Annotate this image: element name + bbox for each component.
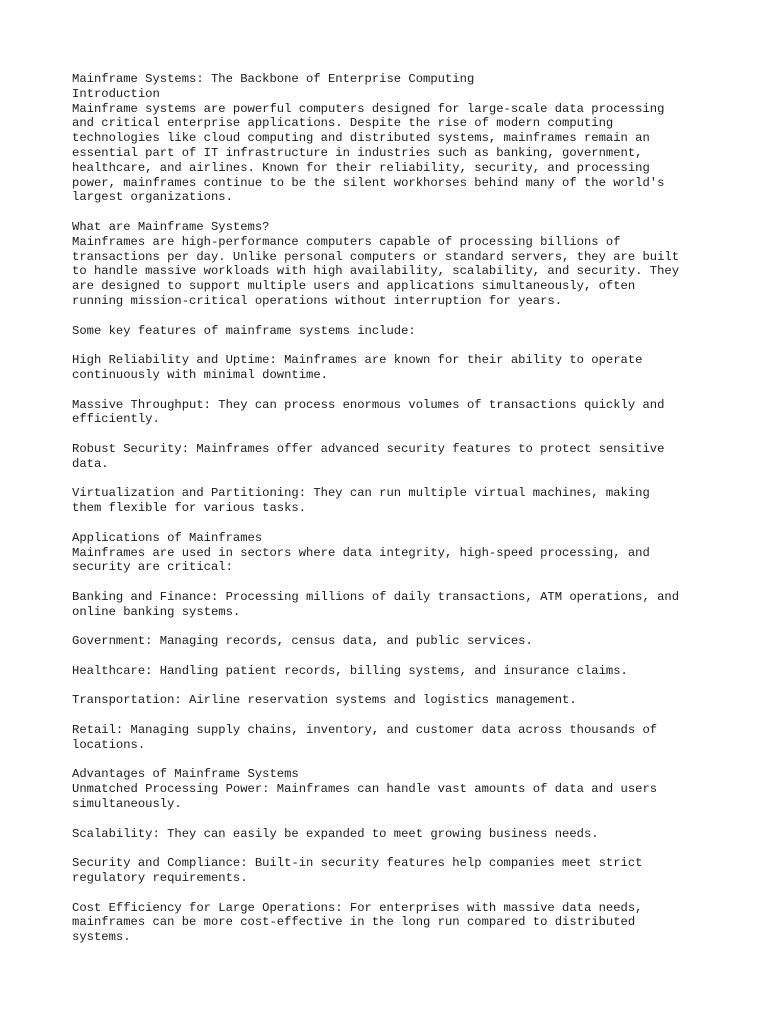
application-item — [72, 723, 712, 753]
application-item — [72, 693, 712, 708]
document-page — [72, 72, 712, 960]
application-line: online banking systems. — [72, 604, 241, 619]
feature-line: continuously with minimal downtime. — [72, 367, 328, 382]
feature-line: them flexible for various tasks. — [72, 501, 307, 516]
feature-line: efficiently. — [72, 412, 160, 427]
advantage-line: simultaneously. — [72, 797, 182, 812]
intro-line: largest organizations. — [72, 190, 233, 205]
features-intro-text: Some key features of mainframe systems include: — [72, 323, 416, 338]
intro-line: essential part of IT infrastructure in industries such as banking, government, — [72, 145, 643, 160]
intro-section — [72, 72, 712, 205]
advantage-line: mainframes can be more cost-effective in the long run compared to distributed — [72, 915, 636, 930]
intro-line: power, mainframes continue to be the silent workhorses behind many of the world's — [72, 175, 665, 190]
advantage-item — [72, 827, 712, 842]
document-title: Mainframe Systems: The Backbone of Enterprise Computing — [72, 72, 475, 86]
application-item — [72, 590, 712, 620]
advantage-item — [72, 901, 712, 945]
application-line: Transportation: Airline reservation systems and logistics management. — [72, 693, 577, 708]
application-line: Government: Managing records, census data, and public services. — [72, 634, 533, 649]
features-intro — [72, 324, 712, 339]
advantages-section — [72, 767, 712, 811]
feature-item — [72, 486, 712, 516]
feature-item — [72, 398, 712, 428]
advantage-line: Security and Compliance: Built-in security features help companies meet strict — [72, 856, 643, 871]
feature-line: Robust Security: Mainframes offer advanced security features to protect sensitive — [72, 441, 665, 456]
what-heading: What are Mainframe Systems? — [72, 219, 270, 234]
applications-line: Mainframes are used in sectors where data integrity, high-speed processing, and — [72, 545, 650, 560]
what-line: Mainframes are high-performance computers capable of processing billions of — [72, 234, 621, 249]
feature-item — [72, 353, 712, 383]
application-item — [72, 634, 712, 649]
feature-item — [72, 442, 712, 472]
what-line: transactions per day. Unlike personal computers or standard servers, they are built — [72, 249, 680, 264]
intro-line: healthcare, and airlines. Known for their reliability, security, and processing — [72, 160, 650, 175]
what-line: are designed to support multiple users and applications simultaneously, often — [72, 279, 636, 294]
advantage-line: regulatory requirements. — [72, 871, 248, 886]
application-line: Retail: Managing supply chains, inventory, and customer data across thousands of — [72, 723, 658, 738]
what-section — [72, 220, 712, 309]
application-line: locations. — [72, 737, 146, 752]
advantages-heading: Advantages of Mainframe Systems — [72, 767, 299, 782]
applications-line: security are critical: — [72, 560, 233, 575]
application-line: Banking and Finance: Processing millions of daily transactions, ATM operations, and — [72, 589, 680, 604]
what-line: to handle massive workloads with high availability, scalability, and security. They — [72, 264, 680, 279]
application-line: Healthcare: Handling patient records, billing systems, and insurance claims. — [72, 663, 628, 678]
advantage-line: systems. — [72, 930, 131, 945]
advantage-item — [72, 856, 712, 886]
advantage-line: Cost Efficiency for Large Operations: For enterprises with massive data needs, — [72, 900, 643, 915]
intro-line: and critical enterprise applications. Despite the rise of modern computing — [72, 116, 614, 131]
application-item — [72, 664, 712, 679]
applications-section — [72, 531, 712, 575]
advantage-line: Scalability: They can easily be expanded to meet growing business needs. — [72, 826, 599, 841]
feature-line: Massive Throughput: They can process enormous volumes of transactions quickly and — [72, 397, 665, 412]
intro-line: Mainframe systems are powerful computers designed for large-scale data processing — [72, 101, 665, 116]
feature-line: High Reliability and Uptime: Mainframes are known for their ability to operate — [72, 353, 643, 368]
applications-heading: Applications of Mainframes — [72, 530, 263, 545]
feature-line: data. — [72, 456, 109, 471]
intro-line: technologies like cloud computing and distributed systems, mainframes remain an — [72, 131, 650, 146]
feature-line: Virtualization and Partitioning: They can run multiple virtual machines, making — [72, 486, 650, 501]
what-line: running mission-critical operations without interruption for years. — [72, 293, 563, 308]
advantage-line: Unmatched Processing Power: Mainframes can handle vast amounts of data and users — [72, 782, 658, 797]
intro-heading: Introduction — [72, 86, 160, 101]
